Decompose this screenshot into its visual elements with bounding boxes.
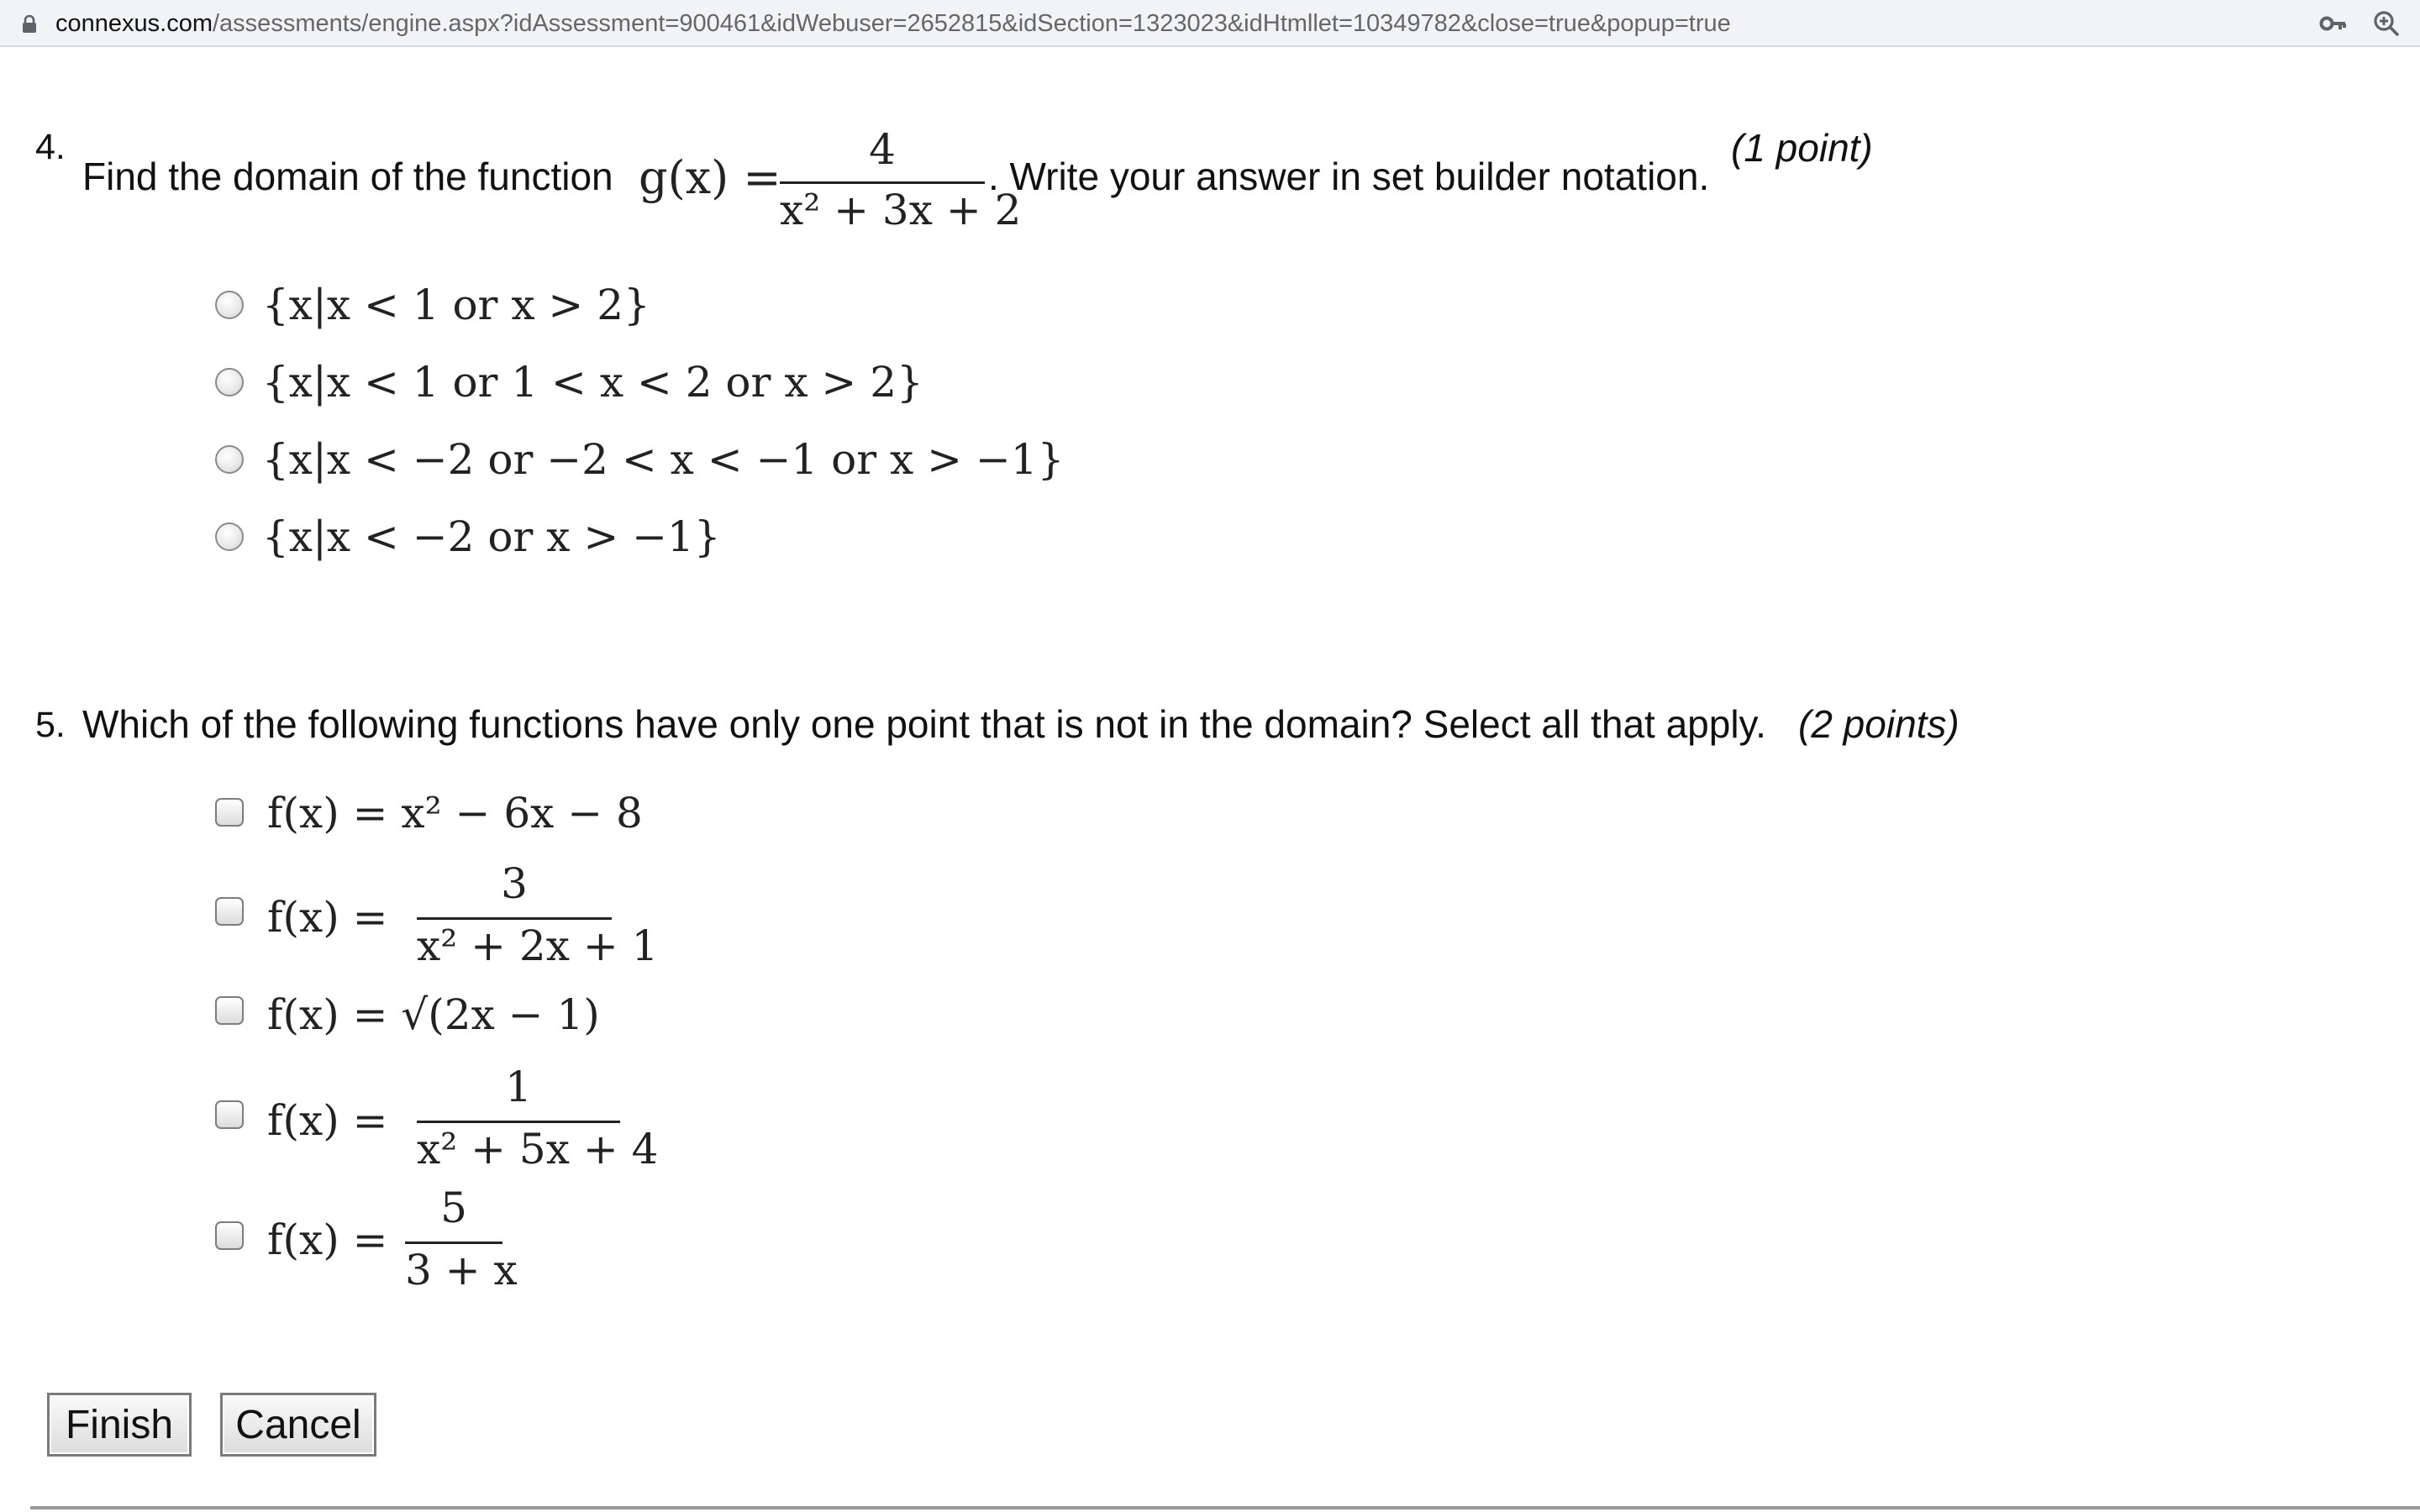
question-4-numerator: 4 <box>869 125 896 174</box>
question-4-option-2[interactable]: {x|x < 1 or 1 < x < 2 or x > 2} <box>262 358 923 407</box>
url-text[interactable] <box>55 10 1731 37</box>
url-path: /assessments/engine.aspx?idAssessment=900461&idWebuser=2652815&idSection=1323023&idHtmllet=10349782&close=true&popup=true <box>213 10 1731 37</box>
question-5-option-2-denominator: x² + 2x + 1 <box>417 921 659 970</box>
question-5-option-2-checkbox[interactable] <box>215 897 244 926</box>
question-5-option-2-fraction <box>417 859 659 978</box>
question-5-option-4-numerator: 1 <box>505 1063 532 1111</box>
question-5-prompt: Which of the following functions have only one point that is not in the domain? Select all that apply. <box>82 702 1766 746</box>
question-4-option-2-radio[interactable] <box>215 368 244 396</box>
question-5-option-4-denominator: x² + 5x + 4 <box>417 1125 659 1173</box>
question-5-option-2-numerator: 3 <box>501 859 528 908</box>
key-icon[interactable] <box>2319 12 2348 35</box>
question-4-number: 4. <box>35 127 66 167</box>
question-4-prompt-end: . Write your answer in set builder notation. <box>988 155 1710 198</box>
question-5-option-2-lhs[interactable]: f(x) = <box>267 893 388 942</box>
cancel-button[interactable]: Cancel <box>220 1393 376 1457</box>
divider <box>30 1506 2420 1509</box>
question-4-fraction <box>780 125 1022 244</box>
question-5-number: 5. <box>35 705 66 745</box>
question-4-function-lhs: g(x) = <box>639 151 781 204</box>
question-4-option-3[interactable]: {x|x < −2 or −2 < x < −1 or x > −1} <box>262 435 1065 484</box>
question-4-option-4[interactable]: {x|x < −2 or x > −1} <box>262 512 721 561</box>
lock-icon <box>22 15 37 34</box>
question-5-option-1[interactable]: f(x) = x² − 6x − 8 <box>267 789 643 837</box>
question-5-option-5-fraction <box>405 1184 518 1302</box>
fraction-bar <box>417 917 612 920</box>
question-5-option-4-lhs[interactable]: f(x) = <box>267 1096 388 1145</box>
question-5-option-5-lhs[interactable]: f(x) = <box>267 1215 388 1264</box>
fraction-bar <box>780 181 985 184</box>
fraction-bar <box>405 1242 502 1244</box>
question-4-prompt: Find the domain of the function <box>82 155 613 198</box>
question-4-points: (1 point) <box>1731 126 1873 170</box>
finish-button[interactable]: Finish <box>47 1393 192 1457</box>
question-4-option-4-radio[interactable] <box>215 522 244 551</box>
question-5-option-4-fraction <box>417 1063 659 1181</box>
question-5-option-4-checkbox[interactable] <box>215 1100 244 1129</box>
question-5-points: (2 points) <box>1798 702 1960 746</box>
address-bar[interactable] <box>0 0 2420 47</box>
question-4-option-1[interactable]: {x|x < 1 or x > 2} <box>262 281 650 329</box>
url-host: connexus.com <box>55 10 213 37</box>
question-5-option-5-denominator: 3 + x <box>405 1246 518 1294</box>
question-4-option-3-radio[interactable] <box>215 445 244 474</box>
question-5-option-3-checkbox[interactable] <box>215 996 244 1025</box>
question-5-option-5-numerator: 5 <box>440 1184 467 1232</box>
question-5-option-3[interactable]: f(x) = √(2x − 1) <box>267 990 600 1039</box>
question-5-option-1-checkbox[interactable] <box>215 798 244 827</box>
question-5-option-5-checkbox[interactable] <box>215 1221 244 1250</box>
fraction-bar <box>417 1121 620 1123</box>
question-4-option-1-radio[interactable] <box>215 291 244 319</box>
question-4-denominator: x² + 3x + 2 <box>780 186 1022 234</box>
zoom-icon[interactable] <box>2373 10 2400 37</box>
